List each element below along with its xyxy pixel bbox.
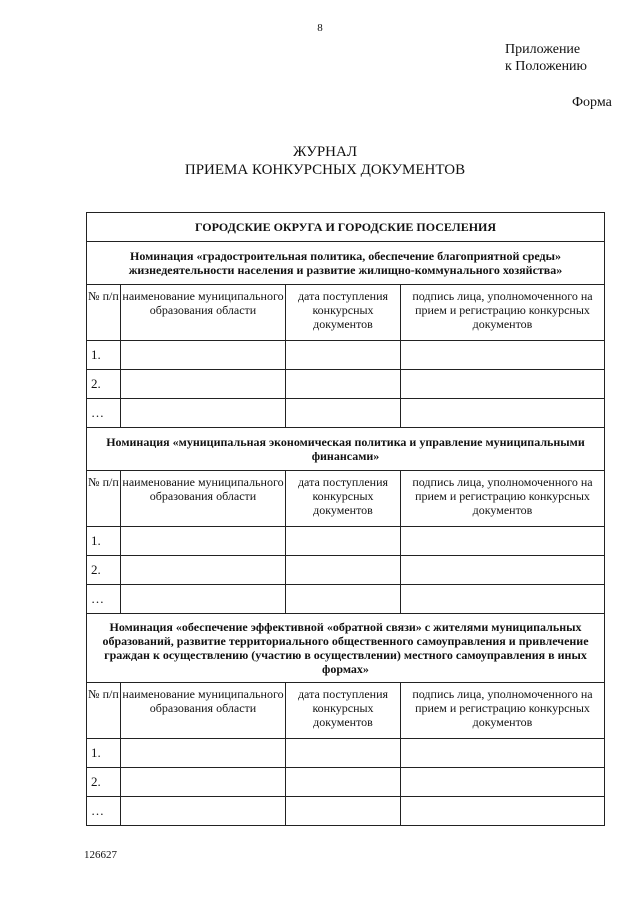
col-num-header: № п/п — [87, 471, 121, 527]
municipality-cell[interactable] — [121, 768, 286, 797]
col-signature-header: подпись лица, уполномоченного на прием и регистрацию конкурсных документов — [401, 683, 605, 739]
col-signature-header: подпись лица, уполномоченного на прием и регистрацию конкурсных документов — [401, 471, 605, 527]
col-date-header: дата поступления конкурсных документов — [286, 285, 401, 341]
row-number: 1. — [87, 341, 121, 370]
date-cell[interactable] — [286, 341, 401, 370]
signature-cell[interactable] — [401, 556, 605, 585]
signature-cell[interactable] — [401, 370, 605, 399]
section-heading: ГОРОДСКИЕ ОКРУГА И ГОРОДСКИЕ ПОСЕЛЕНИЯ — [87, 213, 605, 242]
nomination-2-title: Номинация «муниципальная экономическая политика и управление муниципальными финансами» — [87, 428, 605, 471]
row-number: … — [87, 797, 121, 826]
signature-cell[interactable] — [401, 341, 605, 370]
row-number: … — [87, 399, 121, 428]
signature-cell[interactable] — [401, 527, 605, 556]
row-number: 1. — [87, 739, 121, 768]
appendix-note — [505, 41, 587, 75]
municipality-cell[interactable] — [121, 556, 286, 585]
col-municipality-header: наименование муниципального образования области — [121, 683, 286, 739]
municipality-cell[interactable] — [121, 527, 286, 556]
municipality-cell[interactable] — [121, 797, 286, 826]
col-num-header: № п/п — [87, 285, 121, 341]
page-number: 8 — [317, 22, 323, 34]
municipality-cell[interactable] — [121, 341, 286, 370]
signature-cell[interactable] — [401, 585, 605, 614]
col-num-header: № п/п — [87, 683, 121, 739]
date-cell[interactable] — [286, 556, 401, 585]
date-cell[interactable] — [286, 370, 401, 399]
col-date-header: дата поступления конкурсных документов — [286, 471, 401, 527]
col-municipality-header: наименование муниципального образования области — [121, 471, 286, 527]
date-cell[interactable] — [286, 585, 401, 614]
signature-cell[interactable] — [401, 797, 605, 826]
appendix-line-1: Приложение — [505, 42, 581, 57]
col-municipality-header: наименование муниципального образования области — [121, 285, 286, 341]
document-title — [0, 143, 640, 179]
title-line-1: ЖУРНАЛ — [292, 144, 358, 160]
date-cell[interactable] — [286, 399, 401, 428]
municipality-cell[interactable] — [121, 739, 286, 768]
title-line-2: ПРИЕМА КОНКУРСНЫХ ДОКУМЕНТОВ — [184, 162, 466, 178]
row-number: 2. — [87, 768, 121, 797]
date-cell[interactable] — [286, 797, 401, 826]
date-cell[interactable] — [286, 527, 401, 556]
col-signature-header: подпись лица, уполномоченного на прием и регистрацию конкурсных документов — [401, 285, 605, 341]
footer-code: 126627 — [84, 849, 117, 861]
date-cell[interactable] — [286, 739, 401, 768]
journal-table — [86, 212, 605, 826]
signature-cell[interactable] — [401, 768, 605, 797]
form-label: Форма — [572, 95, 612, 110]
row-number: 1. — [87, 527, 121, 556]
signature-cell[interactable] — [401, 739, 605, 768]
municipality-cell[interactable] — [121, 399, 286, 428]
nomination-3-title: Номинация «обеспечение эффективной «обратной связи» с жителями муниципальных образований, развитие территориального общественного самоуправления и привлечение граждан к осуществлению (участию в осуществлении) местного самоуправления в иных формах» — [87, 614, 605, 683]
nomination-1-title: Номинация «градостроительная политика, обеспечение благоприятной среды» жизнедеятельности населения и развитие жилищно-коммунального хозяйства» — [87, 242, 605, 285]
municipality-cell[interactable] — [121, 585, 286, 614]
row-number: 2. — [87, 556, 121, 585]
municipality-cell[interactable] — [121, 370, 286, 399]
signature-cell[interactable] — [401, 399, 605, 428]
col-date-header: дата поступления конкурсных документов — [286, 683, 401, 739]
row-number: … — [87, 585, 121, 614]
date-cell[interactable] — [286, 768, 401, 797]
row-number: 2. — [87, 370, 121, 399]
appendix-line-2: к Положению — [505, 59, 588, 74]
